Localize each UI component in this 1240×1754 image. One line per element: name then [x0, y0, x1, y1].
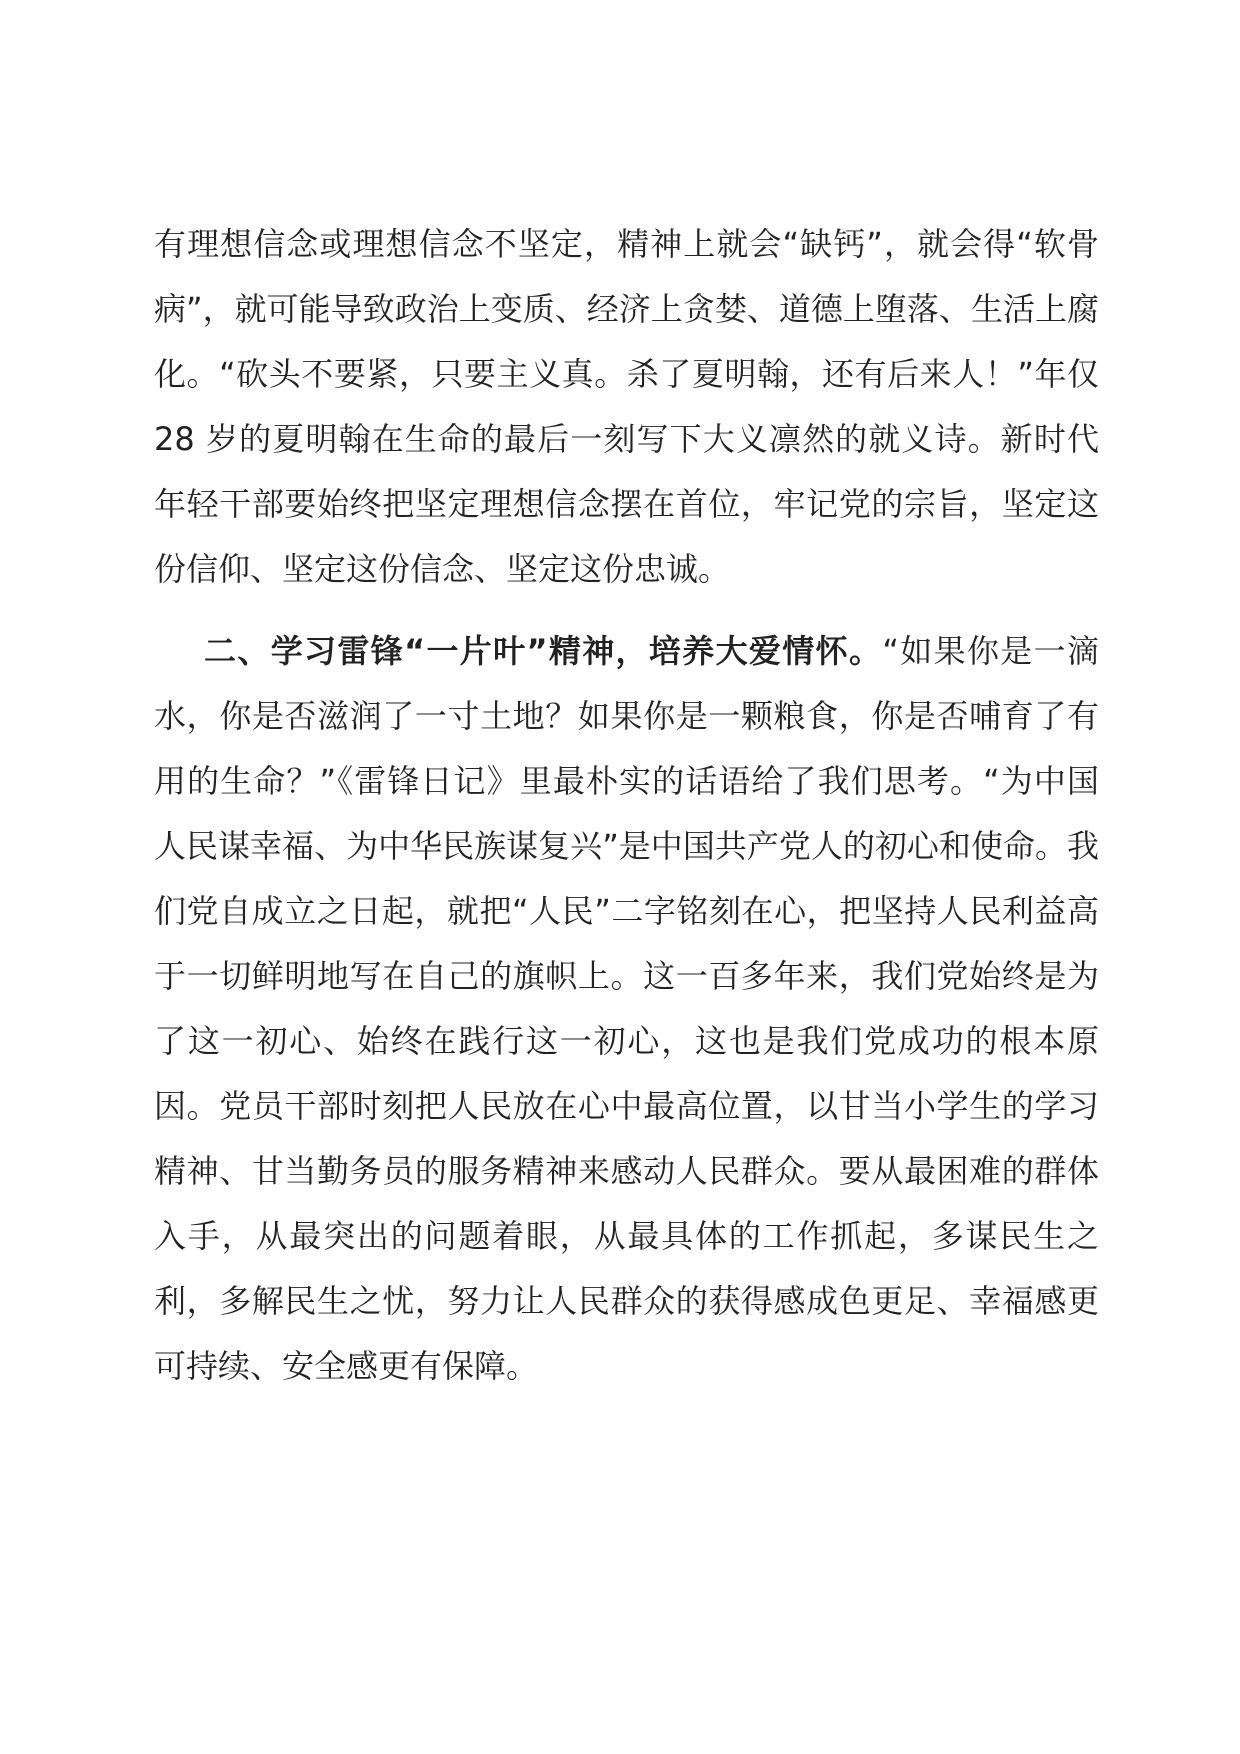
document-page [154, 212, 1099, 1399]
paragraph-text: “如果你是一滴水，你是否滋润了一寸土地？如果你是一颗粮食，你是否哺育了有用的生命？”《雷锋日记》里最朴实的话语给了我们思考。“为中国人民谋幸福、为中华民族谋复兴”是中国共产党人的初心和使命。我们党自成立之日起，就把“人民”二字铭刻在心，把坚持人民利益高于一切鲜明地写在自己的旗帜上。这一百多年来，我们党始终是为了这一初心、始终在践行这一初心，这也是我们党成功的根本原因。党员干部时刻把人民放在心中最高位置，以甘当小学生的学习精神、甘当勤务员的服务精神来感动人民群众。要从最困难的群体入手，从最突出的问题着眼，从最具体的工作抓起，多谋民生之利，多解民生之忧，努力让人民群众的获得感成色更足、幸福感更可持续、安全感更有保障。 [154, 632, 1099, 1385]
paragraph-continuation [154, 212, 1099, 602]
paragraph-section-two [154, 619, 1099, 1399]
section-heading: 二、学习雷锋“一片叶”精神，培养大爱情怀。 [204, 632, 883, 670]
paragraph-text: 有理想信念或理想信念不坚定，精神上就会“缺钙”，就会得“软骨病”，就可能导致政治上变质、经济上贪婪、道德上堕落、生活上腐化。“砍头不要紧，只要主义真。杀了夏明翰，还有后来人！”年仅 28 岁的夏明翰在生命的最后一刻写下大义凛然的就义诗。新时代年轻干部要始终把坚定理想信念摆在首位，牢记党的宗旨，坚定这份信仰、坚定这份信念、坚定这份忠诚。 [154, 225, 1099, 588]
